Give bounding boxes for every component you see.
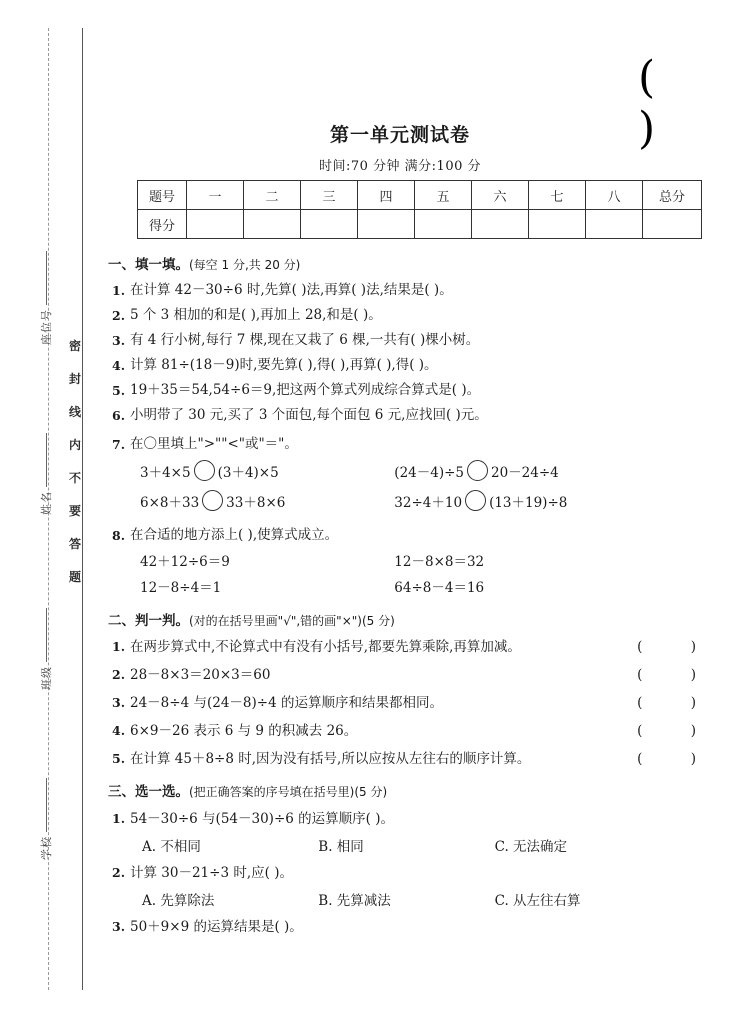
question-number: 3. (112, 695, 126, 710)
section-heading-1 (108, 259, 724, 273)
col-header-5: 五 (415, 181, 472, 210)
sidebar-field-label: 学校 (40, 836, 53, 860)
seal-char: 线 (68, 405, 81, 419)
score-cell-1[interactable] (187, 210, 244, 239)
section-heading-2 (108, 612, 724, 629)
seal-line-notice (66, 330, 84, 594)
question-number: 5. (112, 751, 126, 766)
question-1-4 (108, 354, 724, 377)
question-number: 8. (112, 527, 126, 543)
equation-3[interactable]: 12－8÷4＝1 (140, 579, 222, 596)
question-number: 2. (112, 307, 126, 323)
equation-row-1 (108, 549, 724, 575)
col-header-3: 三 (301, 181, 358, 210)
expr-left: 6×8＋33 (140, 494, 200, 511)
compare-circle[interactable] (465, 490, 486, 511)
write-rule (46, 251, 47, 305)
choice-c[interactable]: C. 从左往右算 (494, 892, 581, 909)
score-cell-7[interactable] (529, 210, 586, 239)
seal-char: 答 (68, 537, 81, 551)
question-number: 1. (112, 282, 126, 298)
question-text: 在〇里填上">""<"或"＝"。 (130, 435, 298, 452)
question-text: 在两步算式中,不论算式中有没有小括号,都要先算乘除,再算加减。 (130, 639, 521, 655)
sidebar-field-label: 班级 (40, 666, 53, 690)
question-text[interactable]: 在计算 42－30÷6 时,先算( )法,再算( )法,结果是( )。 (130, 281, 453, 298)
expr-left: (24－4)÷5 (394, 464, 464, 481)
question-text[interactable]: 有 4 行小树,每行 7 棵,现在又栽了 6 棵,一共有( )棵小树。 (130, 331, 480, 348)
seal-char: 不 (68, 471, 81, 485)
corner-score-box: ( ) (638, 52, 684, 154)
sidebar-field-class (38, 608, 54, 690)
expr-left: 32÷4＋10 (394, 494, 463, 511)
compare-item-1 (140, 458, 390, 488)
write-rule (46, 433, 47, 487)
section-title: 二、判一判。 (108, 612, 189, 629)
question-text[interactable]: 在合适的地方添上( ),使算式成立。 (130, 526, 339, 543)
question-3-2 (108, 860, 724, 886)
equation-1[interactable]: 42＋12÷6＝9 (140, 553, 230, 570)
compare-row-1 (108, 458, 724, 488)
question-number: 3. (112, 332, 126, 348)
expr-left: 3＋4×5 (140, 464, 191, 481)
question-text[interactable]: 计算 81÷(18－9)时,要先算( ),得( ),再算( ),得( )。 (130, 356, 438, 373)
expr-right: (3＋4)×5 (217, 464, 279, 481)
question-text: 6×9－26 表示 6 与 9 的积减去 26。 (130, 723, 358, 739)
sidebar-field-seat-number (38, 251, 54, 345)
question-1-8 (108, 524, 724, 547)
exam-content (108, 250, 724, 942)
choice-b[interactable]: B. 相同 (318, 838, 364, 855)
question-number: 3. (112, 918, 126, 934)
col-header-7: 七 (529, 181, 586, 210)
question-3-3 (108, 914, 724, 940)
question-number: 5. (112, 382, 126, 398)
score-cell-8[interactable] (586, 210, 643, 239)
expr-right: (13＋19)÷8 (489, 494, 568, 511)
question-number: 2. (112, 667, 126, 682)
exam-sheet (100, 0, 724, 1024)
table-row-header (138, 181, 702, 210)
question-text[interactable]: 54－30÷6 与(54－30)÷6 的运算顺序( )。 (130, 810, 394, 827)
choice-c[interactable]: C. 无法确定 (494, 838, 568, 855)
score-cell-6[interactable] (472, 210, 529, 239)
score-table (137, 180, 702, 239)
question-text: 24－8÷4 与(24－8)÷4 的运算顺序和结果都相同。 (130, 695, 443, 711)
col-header-2: 二 (244, 181, 301, 210)
question-number: 4. (112, 723, 126, 738)
row-label-score: 得分 (138, 210, 187, 239)
question-1-2 (108, 304, 724, 327)
choice-a[interactable]: A. 先算除法 (142, 892, 215, 909)
table-row-score (138, 210, 702, 239)
question-number: 6. (112, 407, 126, 423)
seal-char: 密 (68, 339, 81, 353)
choices-3-1 (108, 834, 724, 860)
section-points: (对的在括号里画"√",错的画"×")(5 分) (189, 613, 395, 628)
col-header-8: 八 (586, 181, 643, 210)
section-points: (把正确答案的序号填在括号里)(5 分) (189, 785, 388, 799)
equation-4[interactable]: 64÷8－4＝16 (394, 579, 485, 596)
question-text[interactable]: 5 个 3 相加的和是( ),再加上 28,和是( )。 (130, 306, 382, 323)
compare-circle[interactable] (467, 460, 488, 481)
section-title: 一、填一填。 (108, 257, 189, 273)
compare-item-2 (394, 458, 644, 488)
question-text: 28－8×3＝20×3＝60 (130, 667, 271, 683)
score-cell-4[interactable] (358, 210, 415, 239)
score-cell-2[interactable] (244, 210, 301, 239)
section-heading-3 (108, 786, 724, 800)
compare-item-3 (140, 488, 390, 518)
score-cell-total[interactable] (643, 210, 702, 239)
col-header-total: 总分 (643, 181, 702, 210)
question-1-6 (108, 404, 724, 427)
question-2-2 (108, 662, 724, 688)
question-1-3 (108, 329, 724, 352)
question-3-1 (108, 806, 724, 832)
question-1-1 (108, 279, 724, 302)
question-number: 1. (112, 639, 126, 654)
question-2-4 (108, 718, 724, 744)
question-number: 4. (112, 357, 126, 373)
answer-parenthesis[interactable]: ( ) (637, 639, 718, 655)
question-2-3 (108, 690, 724, 716)
choice-b[interactable]: B. 先算减法 (318, 892, 391, 909)
choice-a[interactable]: A. 不相同 (142, 838, 201, 855)
compare-item-4 (394, 488, 644, 518)
sidebar-field-label: 座位号 (40, 309, 53, 345)
col-header-4: 四 (358, 181, 415, 210)
question-2-1 (108, 634, 724, 660)
question-1-7 (108, 433, 724, 456)
question-2-5 (108, 746, 724, 772)
section-points: (每空 1 分,共 20 分) (189, 258, 301, 272)
question-number: 7. (112, 436, 126, 452)
exam-meta: 时间:70 分钟 满分:100 分 (318, 159, 481, 174)
question-text[interactable]: 计算 30－21÷3 时,应( )。 (130, 864, 293, 881)
seal-char: 要 (68, 504, 81, 518)
sidebar-field-label: 姓名 (40, 491, 53, 515)
expr-right: 33＋8×6 (226, 494, 286, 511)
write-rule (46, 608, 47, 662)
seal-char: 内 (68, 438, 81, 452)
compare-circle[interactable] (202, 490, 223, 511)
question-number: 2. (112, 864, 126, 880)
question-number: 1. (112, 810, 126, 826)
compare-circle[interactable] (194, 460, 215, 481)
question-text[interactable]: 19＋35＝54,54÷6＝9,把这两个算式列成综合算式是( )。 (130, 381, 481, 398)
seal-char: 题 (68, 570, 81, 584)
col-header-1: 一 (187, 181, 244, 210)
question-text[interactable]: 小明带了 30 元,买了 3 个面包,每个面包 6 元,应找回( )元。 (130, 406, 488, 423)
equation-2[interactable]: 12－8×8＝32 (394, 553, 485, 570)
answer-parenthesis[interactable]: ( ) (637, 751, 718, 767)
score-cell-3[interactable] (301, 210, 358, 239)
choices-3-2 (108, 888, 724, 914)
seal-char: 封 (68, 372, 81, 386)
row-label-question-no: 题号 (138, 181, 187, 210)
question-text[interactable]: 50＋9×9 的运算结果是( )。 (130, 918, 303, 935)
sidebar-field-school (38, 778, 54, 860)
question-1-5 (108, 379, 724, 402)
question-text: 在计算 45＋8÷8 时,因为没有括号,所以应按从左往右的顺序计算。 (130, 751, 531, 767)
answer-parenthesis[interactable]: ( ) (637, 723, 718, 739)
expr-right: 20－24÷4 (491, 464, 559, 481)
col-header-6: 六 (472, 181, 529, 210)
compare-row-2 (108, 488, 724, 518)
section-title: 三、选一选。 (108, 784, 189, 800)
answer-parenthesis[interactable]: ( ) (637, 667, 718, 683)
write-rule (46, 778, 47, 832)
answer-parenthesis[interactable]: ( ) (637, 695, 718, 711)
equation-row-2 (108, 575, 724, 601)
sidebar-field-name (38, 433, 54, 515)
score-cell-5[interactable] (415, 210, 472, 239)
page-title: 第一单元测试卷 (329, 124, 470, 146)
